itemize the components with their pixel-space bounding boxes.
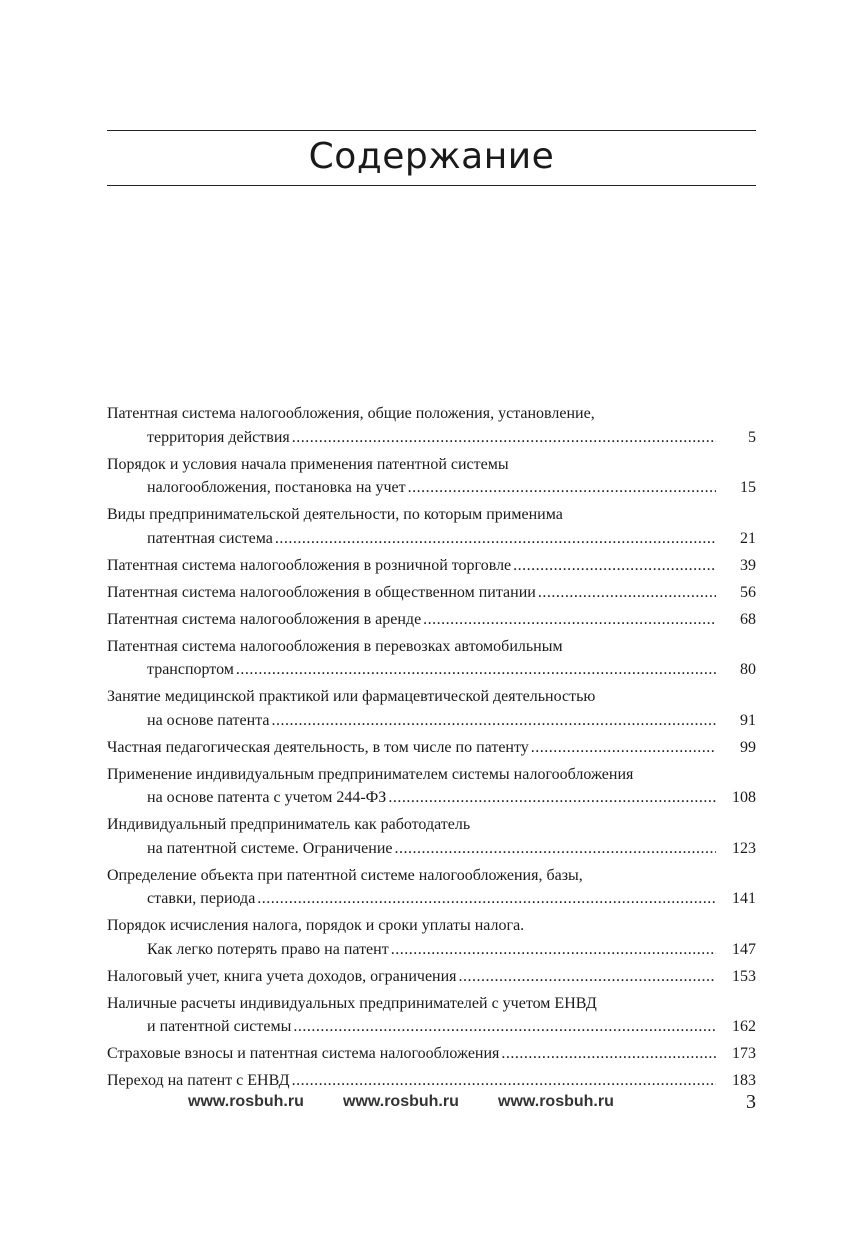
toc-page-number: 147	[732, 940, 756, 958]
toc-entry	[107, 1069, 756, 1093]
toc-entry-last-line	[107, 581, 756, 605]
toc-entry-title-line: Индивидуальный предприниматель как работодатель	[107, 816, 471, 833]
toc-entry-title: налогообложения, постановка на учет	[147, 479, 406, 496]
toc-entry-last-line	[107, 786, 756, 810]
toc-entry-last-line	[107, 608, 756, 632]
toc-entry	[107, 914, 756, 961]
toc-page-number: 99	[740, 738, 756, 756]
toc-entry-last-line	[107, 1042, 756, 1066]
toc-entry-last-line	[107, 1015, 756, 1039]
dot-leader	[423, 608, 716, 632]
toc-entry-last-line	[107, 476, 756, 500]
dot-leader	[513, 554, 716, 578]
toc-page-number: 162	[732, 1018, 756, 1035]
toc-entry-title: ставки, периода	[147, 890, 256, 907]
toc-page-number: 21	[740, 529, 756, 547]
toc-entry	[107, 1042, 756, 1066]
toc-entry	[107, 813, 756, 860]
toc-entry-title-line: Определение объекта при патентной системе налогообложения, базы,	[107, 866, 583, 884]
toc-entry-title-line: Патентная система налогообложения, общие положения, установление,	[107, 405, 595, 422]
dot-leader	[293, 1015, 716, 1039]
toc-entry-title: патентная система	[147, 529, 273, 547]
toc-entry-title-line: Порядок исчисления налога, порядок и сроки уплаты налога.	[107, 917, 525, 934]
footer-site-link: www.rosbuh.ru	[498, 1093, 614, 1110]
title-block	[107, 130, 756, 186]
dot-leader	[531, 736, 716, 760]
toc-entry	[107, 763, 756, 810]
footer-site-link: www.rosbuh.ru	[188, 1093, 304, 1110]
toc-page-number: 15	[740, 479, 756, 496]
toc-entry-last-line	[107, 938, 756, 962]
toc-entry-title-line: Занятие медицинской практикой или фармацевтической деятельностью	[107, 688, 596, 705]
toc-entry-last-line	[107, 527, 756, 551]
toc-entry	[107, 685, 756, 732]
toc-entry	[107, 608, 756, 632]
toc-page-number: 68	[740, 610, 756, 628]
dot-leader	[459, 965, 716, 989]
toc-entry-title: на патентной системе. Ограничение	[147, 839, 393, 857]
toc-entry-title: Как легко потерять право на патент	[147, 940, 389, 958]
dot-leader	[391, 938, 716, 962]
toc-page-number: 56	[740, 583, 756, 601]
toc-entry-title-line: Виды предпринимательской деятельности, по которым применима	[107, 506, 563, 523]
dot-leader	[395, 837, 717, 861]
toc-entry-last-line	[107, 887, 756, 911]
dot-leader	[271, 709, 716, 733]
dot-leader	[257, 887, 716, 911]
toc-entry-title: Переход на патент с ЕНВД	[107, 1072, 290, 1089]
toc-entry-title-line: Порядок и условия начала применения патентной системы	[107, 455, 509, 473]
dot-leader	[501, 1042, 716, 1066]
toc-page-number: 80	[740, 661, 756, 678]
toc-entry-title: Патентная система налогообложения в аренде	[107, 610, 422, 628]
dot-leader	[388, 786, 716, 810]
toc-entry-title: транспортом	[147, 661, 234, 678]
toc-page-number: 39	[740, 556, 756, 574]
toc-entry-title-line: Наличные расчеты индивидуальных предпринимателей с учетом ЕНВД	[107, 994, 597, 1012]
toc-entry-last-line	[107, 658, 756, 682]
toc-entry-last-line	[107, 554, 756, 578]
toc-entry-last-line	[107, 426, 756, 450]
dot-leader	[236, 658, 716, 682]
footer-site-link: www.rosbuh.ru	[343, 1093, 459, 1110]
toc-entry	[107, 965, 756, 989]
toc-entry	[107, 992, 756, 1039]
toc-entry-last-line	[107, 837, 756, 861]
table-of-contents	[107, 402, 756, 1096]
toc-page-number: 5	[748, 428, 756, 446]
toc-page-number: 108	[732, 789, 756, 806]
toc-entry	[107, 453, 756, 500]
toc-entry-last-line	[107, 965, 756, 989]
toc-page-number: 153	[732, 967, 756, 985]
toc-entry-title: на основе патента с учетом 244-ФЗ	[147, 789, 387, 806]
toc-entry	[107, 402, 756, 449]
toc-entry-title: территория действия	[147, 428, 290, 446]
toc-entry	[107, 503, 756, 550]
toc-entry-title: Частная педагогическая деятельность, в том числе по патенту	[107, 738, 529, 756]
toc-entry-title: на основе патента	[147, 711, 270, 729]
toc-entry	[107, 864, 756, 911]
toc-entry-title: Патентная система налогообложения в розничной торговле	[107, 556, 512, 574]
toc-entry-title: Налоговый учет, книга учета доходов, ограничения	[107, 967, 457, 985]
toc-entry-title: Страховые взносы и патентная система налогообложения	[107, 1045, 500, 1062]
toc-entry-title: и патентной системы	[147, 1018, 292, 1035]
toc-entry	[107, 635, 756, 682]
toc-entry-title-line: Применение индивидуальным предпринимателем системы налогообложения	[107, 765, 634, 783]
page-footer	[107, 1091, 756, 1119]
toc-entry-title-line: Патентная система налогообложения в перевозках автомобильным	[107, 637, 563, 655]
toc-entry-last-line	[107, 1069, 756, 1093]
dot-leader	[538, 581, 716, 605]
page-number: 3	[746, 1091, 756, 1113]
toc-page-number: 123	[732, 839, 756, 857]
toc-entry	[107, 736, 756, 760]
toc-page-number: 173	[732, 1045, 756, 1062]
dot-leader	[408, 476, 716, 500]
dot-leader	[292, 426, 716, 450]
toc-entry	[107, 554, 756, 578]
toc-page-number: 141	[732, 890, 756, 907]
dot-leader	[275, 527, 716, 551]
toc-entry-last-line	[107, 709, 756, 733]
toc-entry	[107, 581, 756, 605]
toc-page-number: 183	[732, 1072, 756, 1089]
dot-leader	[292, 1069, 716, 1093]
toc-entry-last-line	[107, 736, 756, 760]
toc-page-number: 91	[740, 711, 756, 729]
toc-entry-title: Патентная система налогообложения в общественном питании	[107, 583, 536, 601]
page-title: Содержание	[308, 135, 555, 177]
